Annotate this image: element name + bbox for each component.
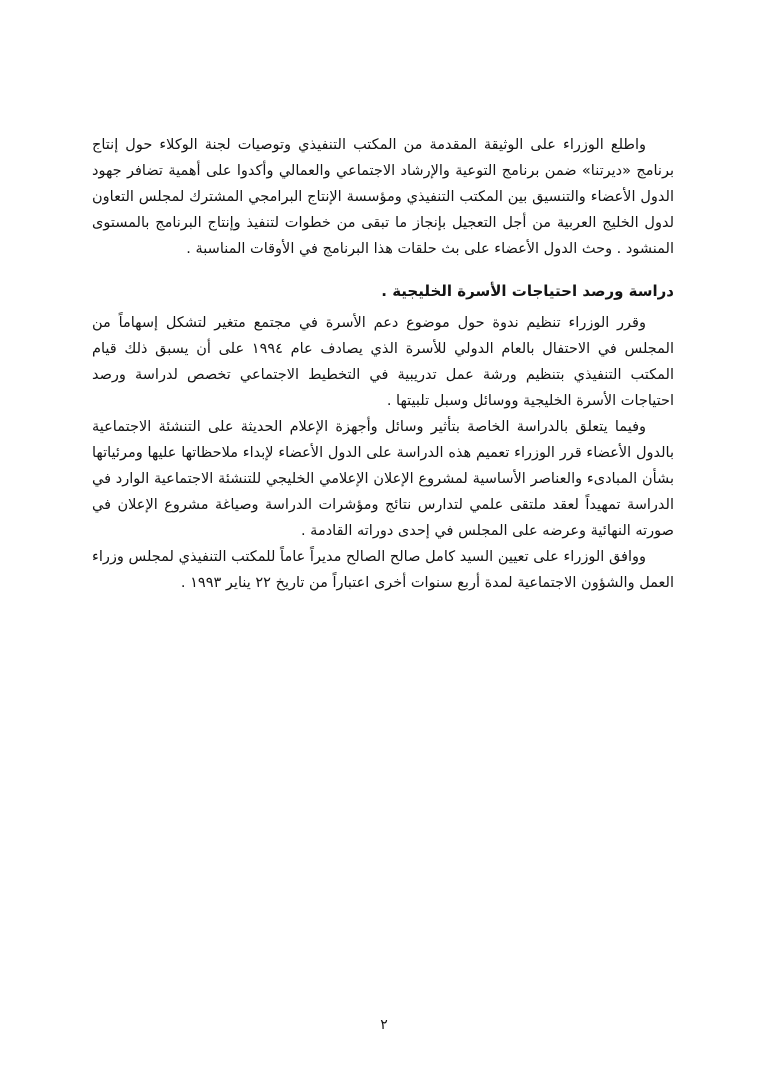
paragraph-family-seminar: وقرر الوزراء تنظيم ندوة حول موضوع دعم الأسرة في مجتمع متغير لتشكل إسهاماً من المجلس في الاحتفال بالعام الدولي للأسرة الذي يصادف عام ١٩٩٤ على أن يسبق ذلك قيام المكتب التنفيذي بتنظيم ورشة عمل تدريبية في التخطيط الاجتماعي تخصص لدراسة ورصد احتياجات الأسرة الخليجية ووسائل وسبل تلبيتها . bbox=[92, 315, 674, 409]
paragraph-media-study: وفيما يتعلق بالدراسة الخاصة بتأثير وسائل وأجهزة الإعلام الحديثة على التنشئة الاجتماعية بالدول الأعضاء قرر الوزراء تعميم هذه الدراسة على الدول الأعضاء لإبداء ملاحظاتها عليها ومرئياتها بشأن المبادىء والعناصر الأساسية لمشروع الإعلان الإعلامي الخليجي للتنشئة الاجتماعية الوارد في الدراسة تمهيداً لعقد ملتقى علمي لتدارس نتائج ومؤشرات الدراسة وصياغة مشروع الإعلان في صورته النهائية وعرضه على المجلس في إحدى دوراته القادمة . bbox=[92, 419, 674, 539]
document-text-block bbox=[92, 132, 674, 596]
paragraph-director-appointment: ووافق الوزراء على تعيين السيد كامل صالح الصالح مديراً عاماً للمكتب التنفيذي لمجلس وزراء العمل والشؤون الاجتماعية لمدة أربع سنوات أخرى اعتباراً من تاريخ ٢٢ يناير ١٩٩٣ . bbox=[92, 549, 674, 591]
section-heading-gulf-family-needs: دراسة ورصد احتياجات الأسرة الخليجية . bbox=[381, 282, 674, 300]
paragraph-program-production: واطلع الوزراء على الوثيقة المقدمة من المكتب التنفيذي وتوصيات لجنة الوكلاء حول إنتاج برنامج «ديرتنا» ضمن برنامج التوعية والإرشاد الاجتماعي والعمالي وأكدوا على أهمية تضافر جهود الدول الأعضاء والتنسيق بين المكتب التنفيذي ومؤسسة الإنتاج البرامجي المشترك لمجلس التعاون لدول الخليج العربية من أجل التعجيل بإنجاز ما تبقى من خطوات لتنفيذ وإنتاج البرنامج بالمستوى المنشود . وحث الدول الأعضاء على بث حلقات هذا البرنامج في الأوقات المناسبة . bbox=[92, 137, 674, 257]
page-number: ٢ bbox=[380, 1017, 388, 1033]
